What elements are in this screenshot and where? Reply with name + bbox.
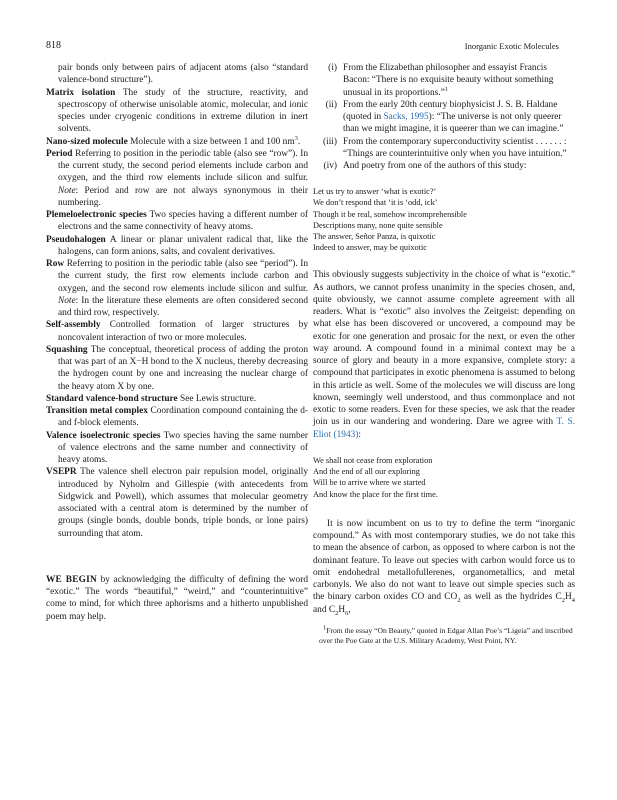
intro-text: by acknowledging the difficulty of defining the word “exotic.” The words “beautiful,” “weird,” and “counterintuitive” come to mind, for which three aphorisms and a hitherto unpublished poem may help.	[46, 574, 308, 622]
poem-eliot	[313, 455, 575, 500]
body-text: and C	[313, 604, 336, 615]
aphorism-item	[313, 160, 575, 172]
footnote-mark: 1	[323, 624, 327, 632]
aphorism-number: (ii)	[325, 99, 337, 110]
glossary-entry	[46, 209, 308, 234]
glossary-entry	[46, 393, 308, 405]
glossary-term: Nano-sized molecule	[46, 136, 128, 147]
body-text: as well as the hydrides C	[460, 592, 562, 603]
poem-line: Will be to arrive where we started	[313, 478, 426, 488]
glossary-entry	[46, 430, 308, 467]
body-text: This obviously suggests subjectivity in the choice of what is “exotic.” As authors, we cannot profess unanimity in the species chosen, and, quite obviously, we cannot assume complete agreement with all readers. What is “exotic” also involves the Zeitgeist: depending on what else has been discovered or uncovered, a compound may be exotic for one generation and prosaic for the next, or even the other way around. A compound found in a minimal context may be a source of glory and beauty in a more expansive, complete story: a compound that participates in exotic phenomena is assumed to belong in this article as well. Some of the molecules we will discuss are long known, seemingly well understood, and thus commonplace and not exotic to some readers. Even for these species, we ask that the reader join us in our wandering and wondering. Dare we agree with	[313, 270, 575, 428]
poem-line: Let us try to answer ‘what is exotic?’	[313, 187, 437, 197]
glossary-definition: Referring to position in the periodic table (also see “period”). In the current study, the first row elements include carbon and oxygen, and the second row elements include silicon and sulfur.	[58, 259, 309, 294]
footnote	[313, 626, 575, 646]
aphorism-text: From the early 20th century biophysicist J. S. B. Haldane (quoted in	[343, 99, 558, 122]
glossary-term: Period	[46, 148, 73, 159]
glossary-entry	[46, 466, 308, 540]
subscript: 2	[457, 597, 461, 605]
poem-line: And the end of all our exploring	[313, 467, 420, 477]
subscript: 2	[561, 597, 565, 605]
section-lead-in: WE BEGIN	[46, 574, 97, 585]
glossary-definition: Coordination compound containing the d- and f-block elements.	[58, 406, 308, 429]
body-text-tail: :	[358, 429, 362, 440]
aphorism-item	[313, 62, 575, 99]
glossary-term: Plemeloelectronic species	[46, 210, 147, 220]
glossary-term: Matrix isolation	[46, 87, 116, 98]
left-column	[46, 62, 308, 623]
poem-line: Descriptions many, none quite sensible	[313, 220, 443, 230]
glossary-entry	[46, 319, 308, 344]
poem-line: Indeed to answer, may be quixotic	[313, 243, 427, 253]
footnote-ref[interactable]: 1	[444, 85, 448, 93]
citation-link[interactable]: Sacks, 1995	[383, 112, 429, 122]
glossary-term: Squashing	[46, 344, 88, 355]
body-text: H	[565, 592, 572, 603]
body-paragraph	[313, 518, 575, 616]
poem-line: We don’t respond that ‘it is ‘odd, ick’	[313, 198, 438, 208]
glossary-definition: Referring to position in the periodic table (also see “row”). In the current study, the second period elements include carbon and oxygen, and the third row elements include silicon and sulfur.	[58, 148, 308, 184]
glossary-term: VSEPR	[46, 467, 77, 478]
aphorism-text: From the Elizabethan philosopher and essayist Francis Bacon: “There is no exquisite beauty without something unusual in its proportions.”	[343, 63, 554, 98]
note-text: : In the literature these elements are often considered second and third row, respectively.	[58, 295, 308, 318]
poem-exotic	[313, 186, 575, 253]
glossary-entry	[46, 87, 308, 136]
note-text: : Period and row are not always synonymous in their numbering.	[58, 185, 308, 208]
glossary-entry	[46, 148, 308, 209]
glossary-definition: Controlled formation of larger structures by noncovalent interaction of two or more molecules.	[58, 320, 308, 343]
aphorism-item	[313, 99, 575, 136]
note-label: Note	[58, 185, 76, 196]
note-label: Note	[58, 295, 76, 306]
superscript: 3	[294, 134, 298, 142]
glossary-entry	[46, 344, 308, 393]
glossary-term: Row	[46, 259, 65, 269]
footnote-text: From the essay “On Beauty,” quoted in Edgar Allan Poe’s “Ligeia” and inscribed over the Poe Gate at the U.S. Military Academy, West Point, NY.	[319, 625, 573, 645]
page-number: 818	[46, 40, 61, 51]
aphorism-item	[313, 136, 575, 161]
body-paragraph	[313, 269, 575, 441]
glossary-entry	[46, 234, 308, 259]
glossary-definition: The study of the structure, reactivity, and spectroscopy of otherwise unisolable atomic, molecular, and ionic species under cryogenic conditions in extreme dilution in inert solvents.	[58, 87, 309, 135]
running-head: Inorganic Exotic Molecules	[464, 41, 559, 51]
glossary-definition: Molecule with a size between 1 and 100 nm	[130, 136, 295, 147]
glossary-term: Pseudohalogen	[46, 234, 106, 245]
glossary-term: Self-assembly	[46, 320, 101, 331]
glossary-entry	[46, 258, 308, 319]
poem-line: Though it be real, somehow incomprehensible	[313, 209, 467, 219]
glossary-entry	[46, 136, 308, 148]
glossary-continuation: pair bonds only between pairs of adjacent atoms (also “standard valence-bond structure”).	[58, 63, 308, 86]
glossary-term: Standard valence-bond structure	[46, 393, 178, 404]
body-text: H	[338, 604, 346, 615]
glossary-term: Valence isoelectronic species	[46, 430, 161, 441]
aphorism-text-tail: ): “The universe is not only queerer than we might imagine, it is queerer than we can imagine.”	[343, 112, 564, 135]
glossary-definition: A linear or planar univalent radical that, like the halogens, can form anions, salts, and covalent derivatives.	[58, 234, 309, 257]
glossary-definition: The conceptual, theoretical process of adding the proton that was part of an X−H bond to the X nucleus, thereby decreasing the hydrogen count by one and increasing the nuclear charge of the heavy atom X by one.	[58, 344, 308, 392]
glossary-term: Transition metal complex	[46, 406, 148, 416]
intro-paragraph	[46, 574, 308, 623]
poem-line: We shall not cease from exploration	[313, 455, 433, 465]
body-text: It is now incumbent on us to try to define the term “inorganic compound.” As with most contemporary studies, we do not take this to mean the absence of carbon, as opposed to where carbon is not the dominant feature. To leave out species with carbon would force us to omit endohedral metallofullerenes, organometallics, and metal carbonyls. We also do not want to leave out simple species such as the binary carbon oxides CO and CO	[313, 518, 575, 603]
body-text: ,	[348, 604, 351, 615]
glossary-definition: Two species having the same number of valence electrons and the same number and connectivity of heavy atoms.	[58, 430, 308, 465]
aphorism-list	[313, 62, 575, 172]
citation-link[interactable]: T. S. Eliot (1943)	[313, 417, 575, 440]
subscript: 2	[335, 609, 339, 617]
aphorism-number: (iii)	[322, 136, 337, 147]
glossary-entry	[46, 405, 308, 430]
right-column	[313, 62, 575, 646]
aphorism-number: (iv)	[323, 161, 337, 171]
glossary-definition-tail: .	[297, 136, 301, 147]
glossary-definition: See Lewis structure.	[180, 393, 257, 404]
subscript: 4	[571, 597, 575, 605]
aphorism-text: And poetry from one of the authors of this study:	[343, 161, 527, 171]
glossary-definition: The valence shell electron pair repulsion model, originally introduced by Nyholm and Gillespie (with antecedents from Sidgwick and Powell), which assumes that molecular geometry associated with a central atom is determined by the number of groups (single bonds, double bonds, triple bonds, or lone pairs) surrounding that atom.	[58, 467, 309, 539]
poem-line: The answer, Señor Panza, is quixotic	[313, 232, 436, 242]
poem-line: And know the place for the first time.	[313, 489, 438, 499]
aphorism-number: (i)	[328, 63, 337, 73]
subscript: 6	[345, 609, 349, 617]
aphorism-text: From the contemporary superconductivity scientist . . . . . . : “Things are counterintuitive only when you have intuition.”	[343, 136, 567, 159]
glossary-definition: Two species having a different number of electrons and the same connectivity of heavy atoms.	[58, 210, 309, 233]
